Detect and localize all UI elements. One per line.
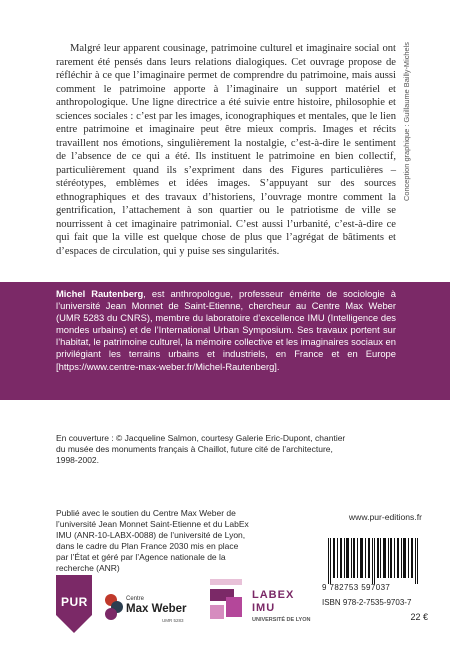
max-weber-logo-umr: UMR 5283: [162, 618, 184, 623]
pur-logo-text: PUR: [61, 595, 88, 609]
labex-logo-line2: IMU: [252, 602, 276, 614]
author-bio-text: , est anthropologue, professeur émérite de sociologie à l’université Jean Monnet de Saint-Etienne, chercheur au Centre Max Weber (UMR 5283 du CNRS), membre du laboratoire d’excellence IMU (Intelligence des mondes urbains) et de l’International Urban Symposium. Ses travaux portent sur l’habitat, le patrimoine culturel, la mémoire collective et les imaginaires sociaux en privilégiant les terrains urbains et industriels, en France et en Europe [https://www.centre-max-weber.fr/Michel-Rautenberg].: [56, 288, 396, 372]
max-weber-logo-name: Max Weber: [126, 603, 187, 615]
labex-logo-mark: [206, 579, 246, 629]
publisher-website: www.pur-editions.fr: [348, 512, 422, 522]
barcode-block: [322, 538, 428, 642]
author-name: Michel Rautenberg: [56, 288, 144, 299]
pur-logo: [56, 575, 92, 633]
partner-logos: [56, 575, 326, 635]
labex-logo-line3: UNIVERSITÉ DE LYON: [252, 617, 311, 623]
publication-support: Publié avec le soutien du Centre Max Weber de l’université Jean Monnet Saint-Etienne et du LabEx IMU (ANR-10-LABX-0088) de l’université de Lyon, dans le cadre du Plan France 2030 mis en place par l’État et géré par l’Agence nationale de la recherche (ANR): [56, 508, 249, 573]
design-credit: Conception graphique : Guillaume Bailly-Michels: [402, 42, 411, 201]
max-weber-logo-mark: [104, 593, 124, 621]
isbn: ISBN 978-2-7535-9703-7: [322, 598, 412, 607]
labex-imu-logo: [206, 575, 326, 633]
back-cover-blurb: Malgré leur apparent cousinage, patrimoine culturel et imaginaire social ont rarement été pensés dans leurs relations dialogiques. Cet ouvrage propose de réfléchir à ce que l’imaginaire permet de comprendre du patrimoine, mais aussi comment le patrimoine apporte à l’imaginaire un support matériel et anthropologique. Une ligne directrice a été suivie entre histoire, philosophie et sciences sociales : c’est par les images, iconographiques et mentales, que le lien entre patrimoine et imaginaire peut être mieux compris. Images et récits travaillent nos émotions, singulièrement la nostalgie, c’est-à-dire le sentiment de l’absence de ce qui a été. Ils instituent le patrimoine en bien collectif, particulièrement quand ils s’expriment dans des Figures particulières – stéréotypes, emblèmes et idées images. S’appuyant sur des sources ethnographiques et des travaux d’historiens, l’ouvrage montre comment la gentrification, l’attachement à son quartier ou le patriotisme de ville se nourrissent à cet imaginaire patrimonial. C’est aussi l’urbanité, c’est-à-dire ce qui fait que la ville est quelque chose de plus que l’agrégat de bâtiments et d’espaces de circulation, qui y puise ses singularités.: [56, 43, 396, 257]
cover-photo-credit: En couverture : © Jacqueline Salmon, courtesy Galerie Eric-Dupont, chantier du musée des monuments français à Chaillot, future cité de l’architecture, 1998-2002.: [56, 433, 346, 465]
labex-logo-line1: LABEX: [252, 589, 295, 601]
barcode-image: [322, 538, 428, 584]
max-weber-logo-small: Centre: [126, 596, 145, 602]
author-bio: [56, 288, 396, 373]
barcode-digits: 9 782753 597037: [322, 583, 391, 592]
price: 22 €: [410, 612, 428, 622]
centre-max-weber-logo: [104, 585, 190, 627]
